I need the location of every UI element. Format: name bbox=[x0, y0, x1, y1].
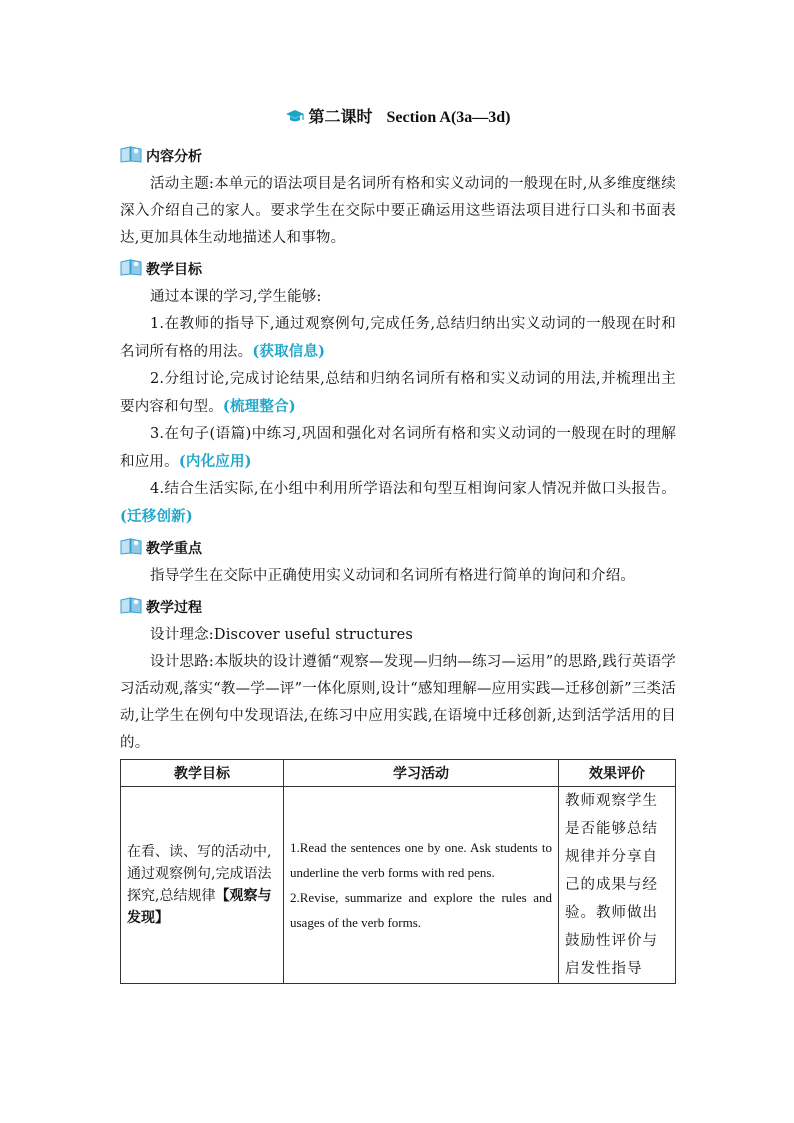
design-concept: 设计理念:Discover useful structures bbox=[150, 627, 414, 643]
table-cell-goal bbox=[121, 787, 284, 984]
section-heading-process bbox=[120, 596, 676, 618]
content-paragraph: 活动主题:本单元的语法项目是名词所有格和实义动词的一般现在时,从多维度继续深入介绍自己的家人。要求学生在交际中要正确运用这些语法项目进行口头和书面表达,更加具体生动地描述人和事物。 bbox=[120, 176, 676, 246]
focus-paragraph: 指导学生在交际中正确使用实义动词和名词所有格进行简单的询问和介绍。 bbox=[150, 568, 636, 584]
goal-tag: (梳理整合) bbox=[222, 398, 296, 415]
table-cell-activity bbox=[284, 787, 559, 984]
section-heading-label: 教学目标 bbox=[146, 262, 202, 278]
goal-item bbox=[120, 311, 676, 366]
table-cell-evaluation: 教师观察学生是否能够总结规律并分享自己的成果与经验。教师做出鼓励性评价与启发性指导 bbox=[559, 787, 676, 984]
goal-cell-tag: 【观察与发现】 bbox=[127, 888, 272, 926]
table-header: 学习活动 bbox=[284, 760, 559, 787]
activity-item: 2.Revise, summarize and explore the rules and usages of the verb forms. bbox=[290, 890, 552, 930]
design-idea: 设计思路:本版块的设计遵循“观察—发现—归纳—练习—运用”的思路,践行英语学习活动观,落实“教—学—评”一体化原则,设计“感知理解—应用实践—迁移创新”三类活动,让学生在例句中发现语法,在练习中应用实践,在语境中迁移创新,达到活学活用的目的。 bbox=[120, 654, 676, 751]
table-header: 效果评价 bbox=[559, 760, 676, 787]
lesson-title-cn: 第二课时 bbox=[308, 107, 373, 126]
goal-text: 1.在教师的指导下,通过观察例句,完成任务,总结归纳出实义动词的一般现在时和名词所有格的用法。 bbox=[120, 316, 676, 360]
goal-item bbox=[120, 421, 676, 476]
book-icon bbox=[120, 596, 142, 618]
lesson-title-en: Section A(3a—3d) bbox=[386, 109, 511, 126]
document-page bbox=[120, 100, 676, 984]
goal-tag: (迁移创新) bbox=[120, 508, 193, 525]
goals-intro: 通过本课的学习,学生能够: bbox=[150, 289, 322, 305]
graduation-cap-icon bbox=[285, 109, 305, 131]
section-heading-content bbox=[120, 145, 676, 167]
section-heading-label: 教学重点 bbox=[146, 541, 202, 557]
goal-text: 3.在句子(语篇)中练习,巩固和强化对名词所有格和实义动词的一般现在时的理解和应用。 bbox=[120, 426, 676, 470]
table-header-row bbox=[121, 760, 676, 787]
lesson-table bbox=[120, 759, 676, 984]
goal-tag: (内化应用) bbox=[178, 453, 252, 470]
section-heading-goals bbox=[120, 258, 676, 280]
goal-cell-text: 在看、读、写的活动中,通过观察例句,完成语法探究,总结规律 bbox=[127, 844, 272, 904]
goal-item bbox=[120, 366, 676, 421]
lesson-title bbox=[120, 106, 676, 131]
section-heading-label: 内容分析 bbox=[146, 149, 202, 165]
goal-text: 4.结合生活实际,在小组中利用所学语法和句型互相询问家人情况并做口头报告。 bbox=[150, 481, 676, 497]
book-icon bbox=[120, 537, 142, 559]
table-row bbox=[121, 787, 676, 984]
book-icon bbox=[120, 258, 142, 280]
section-heading-label: 教学过程 bbox=[146, 600, 202, 616]
activity-item: 1.Read the sentences one by one. Ask students to underline the verb forms with red pens. bbox=[290, 840, 552, 880]
table-header: 教学目标 bbox=[121, 760, 284, 787]
goal-text: 2.分组讨论,完成讨论结果,总结和归纳名词所有格和实义动词的用法,并梳理出主要内容和句型。 bbox=[120, 371, 676, 415]
goal-tag: (获取信息) bbox=[252, 343, 326, 360]
section-heading-focus bbox=[120, 537, 676, 559]
book-icon bbox=[120, 145, 142, 167]
goal-item bbox=[120, 476, 676, 531]
